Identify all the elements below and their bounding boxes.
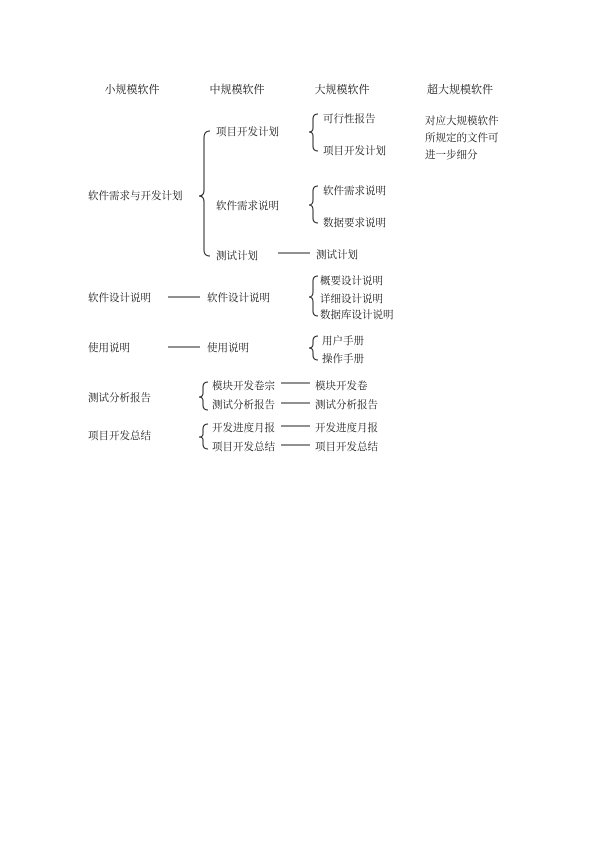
brace-req-spec [309,186,318,223]
small-req-plan: 软件需求与开发计划 [88,190,183,202]
large-data-req: 数据要求说明 [323,217,386,229]
brace-design [309,276,318,316]
xlarge-note-line-2: 所规定的文件可 [425,132,499,144]
small-test-report: 测试分析报告 [88,392,151,404]
medium-module-folder: 模块开发卷宗 [212,380,275,392]
large-ops-manual: 操作手册 [322,353,364,365]
medium-design: 软件设计说明 [207,292,270,304]
brace-manual [309,336,318,360]
large-req-spec: 软件需求说明 [323,185,386,197]
header-small-scale: 小规模软件 [104,83,160,96]
xlarge-note-line-1: 对应大规模软件 [425,115,499,127]
small-design: 软件设计说明 [88,292,151,304]
brace-req-plan [199,131,210,256]
large-detail-design: 详细设计说明 [320,293,383,305]
medium-dev-plan: 项目开发计划 [216,126,279,138]
large-monthly: 开发进度月报 [315,422,378,434]
large-test-plan: 测试计划 [316,249,358,261]
brace-summary [199,424,208,449]
small-manual: 使用说明 [88,342,130,354]
header-large-scale: 大规模软件 [314,83,370,96]
medium-manual: 使用说明 [207,342,249,354]
large-outline-design: 概要设计说明 [320,275,383,287]
medium-test-report: 测试分析报告 [212,399,275,411]
brace-test-report [199,382,208,410]
xlarge-note-line-3: 进一步细分 [425,149,478,161]
large-feasibility: 可行性报告 [323,113,376,125]
large-summary: 项目开发总结 [315,441,378,453]
medium-monthly: 开发进度月报 [212,422,275,434]
medium-test-plan: 测试计划 [216,250,258,262]
large-db-design: 数据库设计说明 [320,309,394,321]
large-user-manual: 用户手册 [322,335,364,347]
large-dev-plan: 项目开发计划 [323,145,386,157]
small-summary: 项目开发总结 [88,430,151,442]
header-medium-scale: 中规模软件 [209,83,265,96]
large-module-folder: 模块开发卷 [315,380,368,392]
medium-summary: 项目开发总结 [212,441,275,453]
header-xlarge-scale: 超大规模软件 [427,83,493,96]
large-test-report: 测试分析报告 [315,399,378,411]
medium-req-spec: 软件需求说明 [216,200,279,212]
brace-dev-plan [309,114,318,151]
